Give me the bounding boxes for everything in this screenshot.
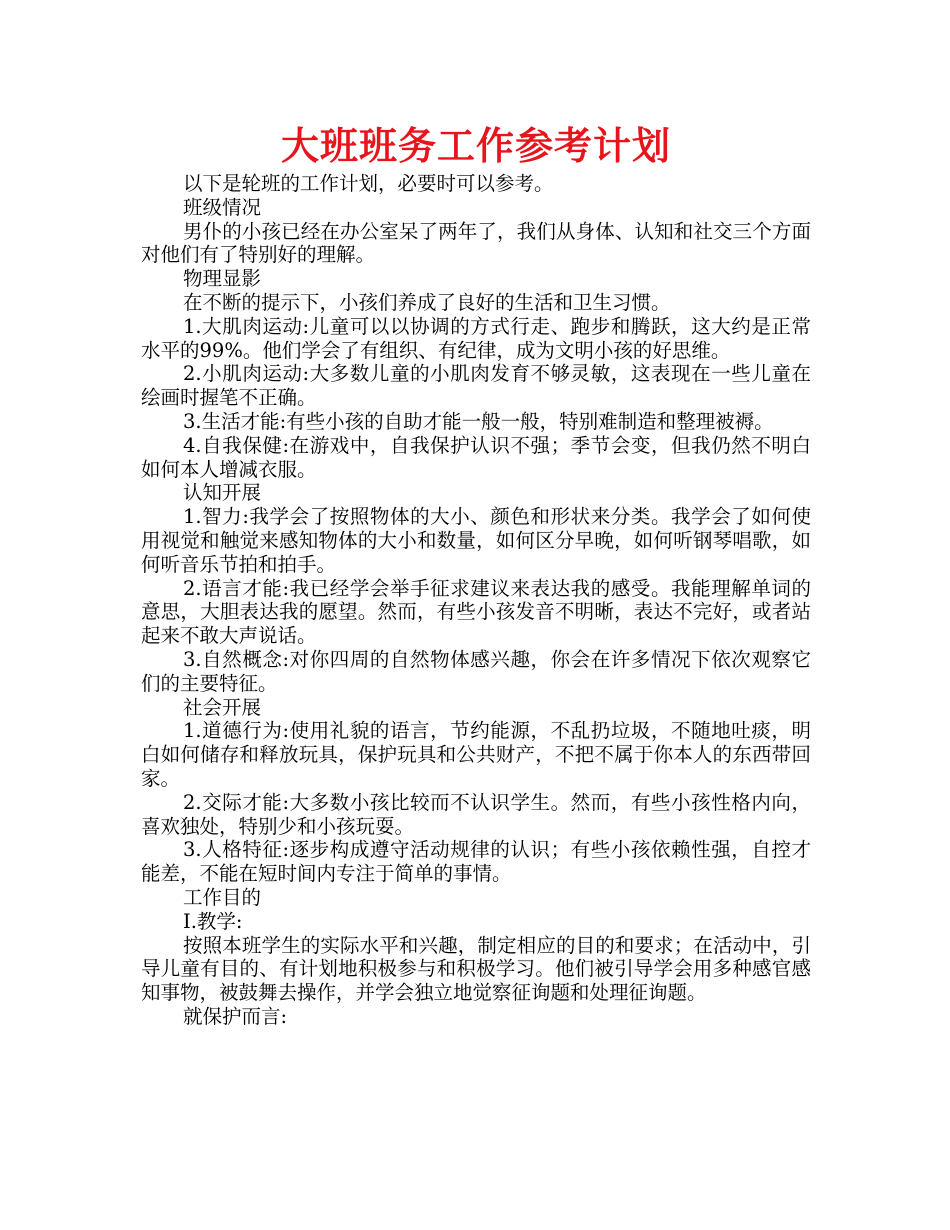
list-item: 4.自我保健:在游戏中，自我保护认识不强；季节会变，但我仍然不明白如何本人增减衣服。 [141,433,811,481]
section-heading: 工作目的 [183,885,262,909]
list-item: 3.人格特征:逐步构成遵守活动规律的认识；有些小孩依赖性强，自控才能差，不能在短时间内专注于简单的事情。 [141,838,811,886]
list-item: 1.道德行为:使用礼貌的语言，节约能源，不乱扔垃圾，不随地吐痰，明白如何储存和释放玩具，保护玩具和公共财产，不把不属于你本人的东西带回家。 [141,719,811,790]
document-title: 大班班务工作参考计划 [280,124,671,168]
list-item: 2.语言才能:我已经学会举手征求建议来表达我的感受。我能理解单词的意思，大胆表达我的愿望。然而，有些小孩发音不明晰，表达不完好，或者站起来不敢大声说话。 [141,576,811,648]
document-page [141,120,811,1029]
section-heading: 班级情况 [183,195,262,219]
section-heading: 物理显影 [183,267,262,291]
paragraph: 就保护而言: [183,1004,288,1028]
paragraph: 男仆的小孩已经在办公室呆了两年了，我们从身体、认知和社交三个方面对他们有了特别好的理解。 [141,219,811,267]
list-item: 1.智力:我学会了按照物体的大小、颜色和形状来分类。我学会了如何使用视觉和触觉来感知物体的大小和数量，如何区分早晚，如何听钢琴唱歌，如何听音乐节拍和拍手。 [141,505,811,576]
paragraph: 在不断的提示下，小孩们养成了良好的生活和卫生习惯。 [183,290,671,314]
list-item: 2.交际才能:大多数小孩比较而不认识学生。然而，有些小孩性格内向，喜欢独处，特别少和小孩玩耍。 [141,790,811,838]
section-heading: 认知开展 [183,481,262,505]
paragraph: 按照本班学生的实际水平和兴趣，制定相应的目的和要求；在活动中，引导儿童有目的、有计划地积极参与和积极学习。他们被引导学会用多种感官感知事物，被鼓舞去操作，并学会独立地觉察征询题和处理征询题。 [141,933,811,1005]
list-item: 1.大肌肉运动:儿童可以以协调的方式行走、跑步和腾跃，这大约是正常水平的99%。他们学会了有组织、有纪律，成为文明小孩的好思维。 [141,314,811,362]
list-item: 3.生活才能:有些小孩的自助才能一般一般，特别难制造和整理被褥。 [183,409,774,433]
subsection-heading: Ⅰ.教学: [183,909,243,933]
document-body [141,172,811,1029]
section-heading: 社会开展 [183,695,262,719]
list-item: 3.自然概念:对你四周的自然物体感兴趣，你会在许多情况下依次观察它们的主要特征。 [141,647,811,695]
paragraph: 以下是轮班的工作计划，必要时可以参考。 [183,172,554,195]
list-item: 2.小肌肉运动:大多数儿童的小肌肉发育不够灵敏，这表现在一些儿童在绘画时握笔不正确。 [141,362,811,410]
